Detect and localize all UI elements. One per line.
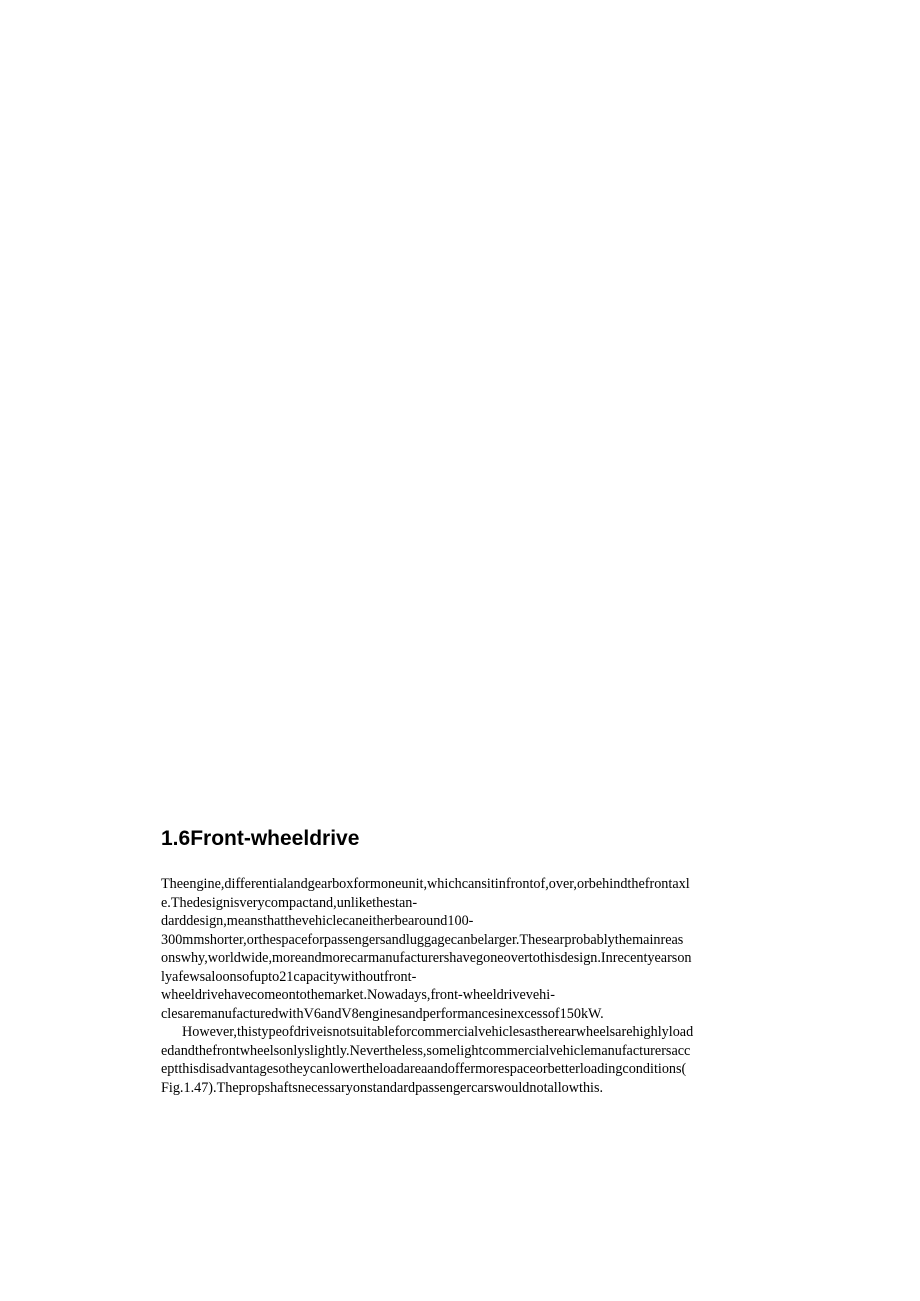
paragraph-line: edandthefrontwheelsonlyslightly.Nevertheless,somelightcommercialvehiclemanufacturersacc bbox=[161, 1042, 691, 1059]
section-heading: 1.6Front-wheeldrive bbox=[161, 827, 360, 850]
paragraph-line: e.Thedesignisverycompactand,unlikethestan- bbox=[161, 894, 418, 911]
paragraph-line: However,thistypeofdriveisnotsuitableforcommercialvehiclesastherearwheelsarehighlyload bbox=[182, 1024, 694, 1040]
paragraph-line: eptthisdisadvantagesotheycanlowertheloadareaandoffermorespaceorbetterloadingconditions( bbox=[161, 1061, 687, 1077]
paragraph-line: onswhy,worldwide,moreandmorecarmanufacturershavegoneovertothisdesign.Inrecentyearson bbox=[161, 950, 692, 966]
paragraph-line: wheeldrivehavecomeontothemarket.Nowadays,front-wheeldrivevehi- bbox=[161, 987, 555, 1003]
paragraph-line: clesaremanufacturedwithV6andV8enginesandperformancesinexcessof150kW. bbox=[161, 1005, 604, 1022]
paragraph-line: Theengine,differentialandgearboxformoneunit,whichcansitinfrontof,over,orbehindthefrontaxl bbox=[161, 876, 690, 892]
paragraph-line: lyafewsaloonsofupto21capacitywithoutfront- bbox=[161, 968, 417, 985]
body-text bbox=[161, 875, 801, 1097]
paragraph-line: darddesign,meansthatthevehiclecaneitherbearound100- bbox=[161, 913, 474, 929]
paragraph-line: 300mmshorter,orthespaceforpassengersandluggagecanbelarger.Thesearprobablythemainreas bbox=[161, 931, 684, 948]
paragraph-line: Fig.1.47).Thepropshaftsnecessaryonstandardpassengercarswouldnotallowthis. bbox=[161, 1079, 604, 1096]
